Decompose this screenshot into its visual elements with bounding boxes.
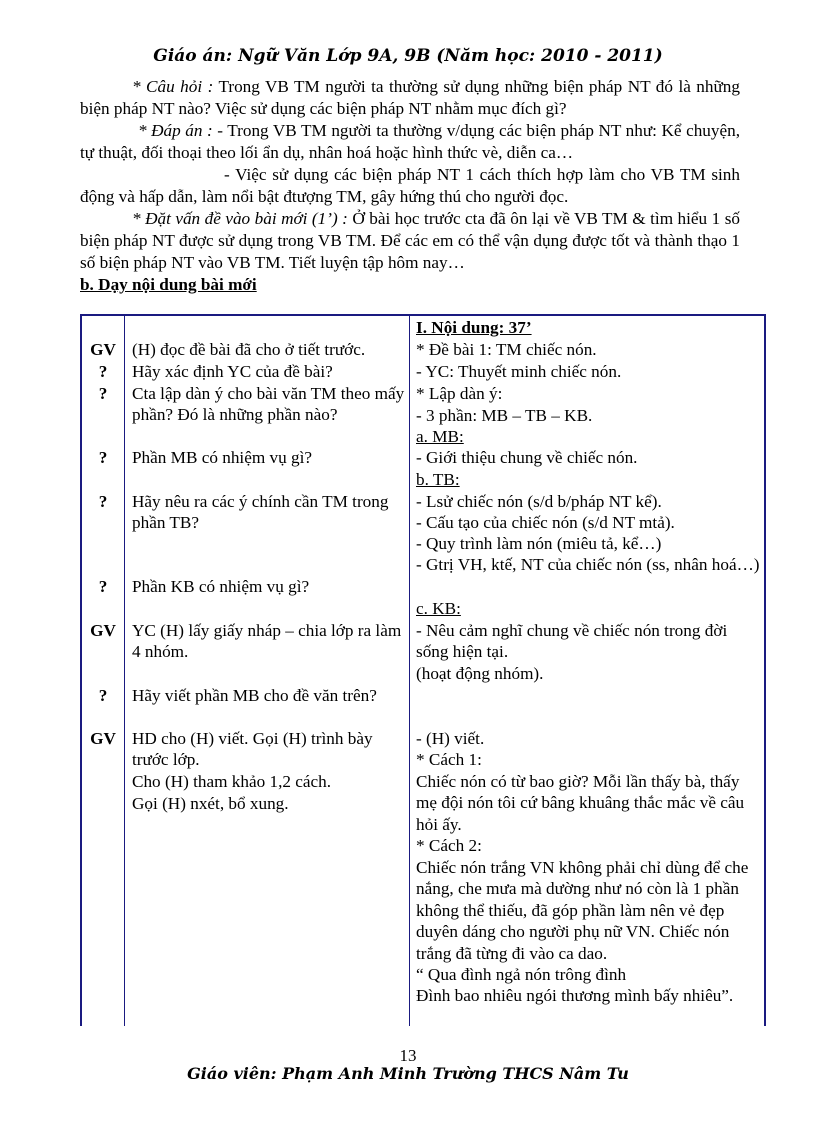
lead-text: Ở bài học trước cta đã ôn lại về VB TM & tìm hiểu 1 số biện pháp NT được sử dụng trong VB TM. Để các em có thể vận dụng được tốt và thành thạo 1 số biện pháp NT vào VB TM. Tiết luyện tập hôm nay… (80, 209, 740, 272)
marker-cell: ? (98, 686, 108, 705)
content-heading: I. Nội dung: 37’ (416, 318, 532, 337)
content-line: - Nêu cảm nghĩ chung về chiếc nón trong đời sống hiện tại. (416, 621, 728, 662)
lead-label: * Đặt vấn đề vào bài mới (1’) : (132, 209, 348, 228)
column-divider (124, 316, 125, 1026)
lead-paragraph (80, 208, 740, 274)
section-title: b. Dạy nội dung bài mới (80, 275, 257, 294)
question-text: Trong VB TM người ta thường sử dụng những biện pháp NT đó là những biện pháp NT nào? Việc sử dụng các biện pháp NT nhằm mục đích gì? (80, 77, 740, 118)
content-subheading: b. TB: (416, 470, 460, 489)
content-line: * Đề bài 1: TM chiếc nón. (416, 340, 597, 359)
content-line: “ Qua đình ngả nón trông đình (416, 965, 627, 984)
activity-cell: Phần KB có nhiệm vụ gì? (132, 577, 310, 596)
activity-cell: Hãy viết phần MB cho đề văn trên? (132, 686, 377, 705)
answer-paragraph-2: - Việc sử dụng các biện pháp NT 1 cách thích hợp làm cho VB TM sinh động và hấp dẫn, làm nổi bật đtượng TM, gây hứng thú cho người đọc. (80, 165, 740, 206)
content-line: * Cách 2: (416, 836, 482, 855)
content-line: Đình bao nhiêu ngói thương mình bấy nhiêu”. (416, 986, 734, 1005)
column-divider (409, 316, 410, 1026)
activity-cell: Cho (H) tham khảo 1,2 cách. (132, 772, 332, 791)
content-line: - YC: Thuyết minh chiếc nón. (416, 362, 622, 381)
content-line: * Cách 1: (416, 750, 482, 769)
activity-cell: (H) đọc đề bài đã cho ở tiết trước. (132, 340, 366, 359)
marker-cell: ? (98, 492, 108, 511)
page-header: Giáo án: Ngữ Văn Lớp 9A, 9B (Năm học: 2010 - 2011) (153, 46, 663, 66)
content-line: (hoạt động nhóm). (416, 664, 544, 683)
marker-cell: ? (98, 362, 108, 381)
marker-cell: ? (98, 577, 108, 596)
page-footer: Giáo viên: Phạm Anh Minh Trường THCS Nâm Tu (187, 1064, 629, 1083)
content-line: - Quy trình làm nón (miêu tả, kể…) (416, 534, 662, 553)
content-line: - Lsử chiếc nón (s/d b/pháp NT kể). (416, 492, 662, 511)
marker-cell: GV (90, 621, 116, 640)
marker-cell: ? (98, 384, 108, 403)
activity-cell: Gọi (H) nxét, bổ xung. (132, 794, 289, 813)
activity-cell: Phần MB có nhiệm vụ gì? (132, 448, 312, 467)
activity-cell: HD cho (H) viết. Gọi (H) trình bày trước lớp. (132, 729, 373, 770)
activity-cell: Cta lập dàn ý cho bài văn TM theo mấy phần? Đó là những phần nào? (132, 384, 405, 425)
content-subheading: a. MB: (416, 427, 464, 446)
marker-cell: ? (98, 448, 108, 467)
content-subheading: c. KB: (416, 599, 461, 618)
content-line: - Gtrị VH, ktế, NT của chiếc nón (ss, nhân hoá…) (416, 555, 760, 574)
content-line: - 3 phần: MB – TB – KB. (416, 406, 593, 425)
intro-block (80, 76, 740, 274)
content-line: - (H) viết. (416, 729, 485, 748)
activity-cell: YC (H) lấy giấy nháp – chia lớp ra làm 4 nhóm. (132, 621, 402, 662)
marker-cell: GV (90, 340, 116, 359)
content-line: Chiếc nón có từ bao giờ? Mỗi lần thấy bà, thấy mẹ đội nón tôi cứ bâng khuâng thắc mắc về câu hỏi ấy. (416, 772, 745, 834)
answer-paragraph (80, 120, 740, 164)
question-label: * Câu hỏi : (132, 77, 214, 96)
activity-cell: Hãy nêu ra các ý chính cần TM trong phần TB? (132, 492, 389, 533)
content-line: - Giới thiệu chung về chiếc nón. (416, 448, 638, 467)
content-line: Chiếc nón trắng VN không phải chỉ dùng để che nắng, che mưa mà dường như nó còn là 1 phần không thể thiếu, đã góp phần làm nên vẻ đẹp duyên dáng cho người phụ nữ VN. Chiếc nón trắng đã từng đi vào ca dao. (416, 858, 749, 963)
answer-text: - Trong VB TM người ta thường v/dụng các biện pháp NT như: Kể chuyện, tự thuật, đối thoại theo lối ẩn dụ, nhân hoá hoặc hình thức vè, diễn ca… (80, 121, 740, 162)
question-paragraph (80, 76, 740, 120)
answer-label: * Đáp án : (138, 121, 213, 140)
content-line: - Cấu tạo của chiếc nón (s/d NT mtả). (416, 513, 675, 532)
lesson-table (80, 314, 766, 1026)
page-number: 13 (399, 1046, 417, 1065)
content-line: * Lập dàn ý: (416, 384, 503, 403)
marker-cell: GV (90, 729, 116, 748)
activity-cell: Hãy xác định YC của đề bài? (132, 362, 333, 381)
